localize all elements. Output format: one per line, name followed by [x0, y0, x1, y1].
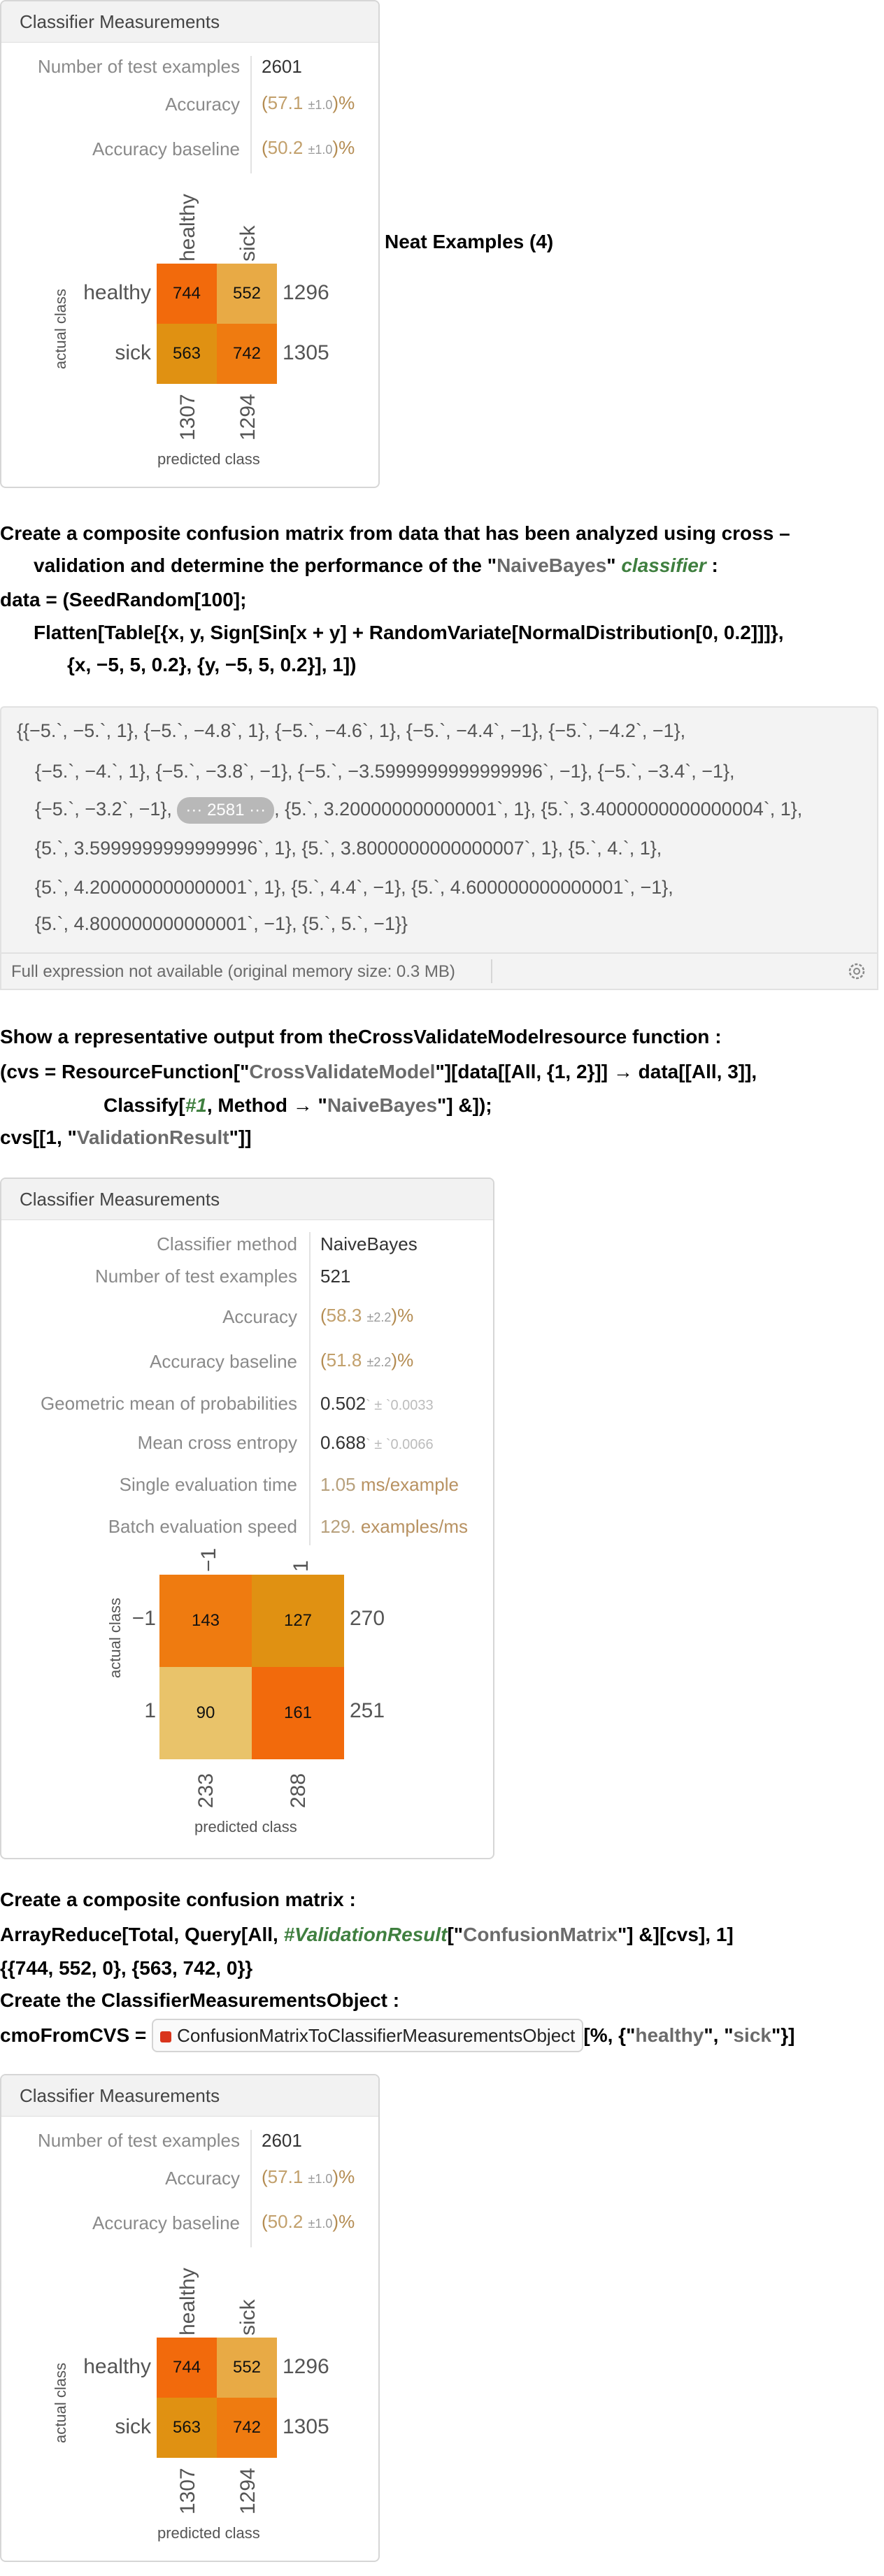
section3-text1: Create a composite confusion matrix :	[0, 1889, 356, 1910]
row-total: 1305	[283, 341, 329, 364]
single-eval-time-value	[320, 1474, 459, 1496]
paren-open: (	[262, 92, 268, 113]
output-fragment: {5.`, 3.200000000000001`, 1}, {5.`, 3.4000000000000004`, 1},	[285, 799, 803, 820]
accuracy-number: 58.3	[326, 1305, 362, 1326]
classifier-link[interactable]: classifier	[621, 554, 706, 576]
method-label: Classifier method	[157, 1233, 297, 1254]
accuracy-baseline-label: Accuracy baseline	[150, 1351, 297, 1372]
batch-eval-speed-label: Batch evaluation speed	[108, 1516, 297, 1537]
panel-title: Classifier Measurements	[1, 1, 378, 43]
code-line[interactable]: data = (SeedRandom[100];	[0, 589, 247, 610]
code-part: (cvs = ResourceFunction["	[0, 1061, 250, 1082]
divider	[491, 959, 492, 983]
memory-note: Full expression not available (original memory size: 0.3 MB)	[11, 962, 455, 981]
output-cell[interactable]	[0, 706, 878, 952]
text-part: "	[606, 554, 622, 576]
section1-text-line2	[34, 550, 718, 582]
matrix-cell: 563	[157, 2398, 217, 2458]
resource-function-button[interactable]	[152, 2019, 583, 2052]
matrix-cell: 90	[159, 1667, 252, 1759]
paren-open: (	[320, 1305, 327, 1326]
col-total: 1294	[236, 394, 259, 441]
code-part: ["	[447, 1924, 464, 1945]
geo-number: 0.502	[320, 1393, 366, 1414]
code-line[interactable]	[104, 1088, 492, 1123]
accuracy-pm: ±1.0	[308, 98, 333, 112]
code-part: cvs[[1, "	[0, 1126, 77, 1148]
row-total: 1296	[283, 281, 329, 304]
matrix-cell: 742	[217, 324, 277, 384]
accuracy-number: 57.1	[267, 92, 304, 113]
accuracy-baseline-value	[262, 137, 355, 159]
code-part: Classify[	[104, 1094, 185, 1116]
paren-open: (	[320, 1350, 327, 1371]
code-part: "][data[[All, {1, 2}]] → data[[All, 3]],	[435, 1061, 757, 1082]
col-label-healthy: healthy	[176, 2268, 199, 2335]
text-part: :	[706, 554, 718, 576]
matrix-cell: 744	[157, 264, 217, 324]
string-literal: NaiveBayes	[327, 1094, 438, 1116]
test-examples-label: Number of test examples	[37, 2130, 240, 2151]
code-part: "] &]);	[437, 1094, 492, 1116]
speed-unit: examples/ms	[360, 1516, 468, 1537]
accuracy-baseline-label: Accuracy baseline	[92, 138, 240, 159]
accuracy-value	[320, 1305, 413, 1326]
code-part: "]]	[229, 1126, 252, 1148]
baseline-pm: ±2.2	[366, 1355, 392, 1369]
cross-entropy-value	[320, 1432, 434, 1454]
x-axis-label: predicted class	[194, 1818, 297, 1836]
string-literal: sick	[733, 2024, 771, 2046]
geometric-mean-value	[320, 1393, 434, 1415]
baseline-pm: ±1.0	[308, 143, 333, 157]
section2-text: Show a representative output from theCrossValidateModelresource function :	[0, 1026, 722, 1047]
test-examples-value: 521	[320, 1266, 351, 1287]
single-eval-time-label: Single evaluation time	[119, 1474, 297, 1495]
cross-entropy-label: Mean cross entropy	[137, 1432, 297, 1453]
panel-title: Classifier Measurements	[1, 1179, 493, 1220]
matrix-cell: 552	[217, 264, 277, 324]
col-label-sick: sick	[236, 2299, 259, 2335]
code-part: [%, {"	[583, 2024, 636, 2046]
slot-symbol: #ValidationResult	[283, 1924, 448, 1945]
output-fragment: {−5.`, −3.2`, −1},	[35, 799, 172, 820]
y-axis-label: actual class	[52, 2363, 69, 2443]
code-line[interactable]	[0, 2018, 794, 2053]
col-label-healthy: healthy	[176, 194, 199, 262]
divider	[309, 1232, 311, 1545]
classifier-measurements-panel-3	[0, 2074, 380, 2562]
matrix-cell: 143	[159, 1575, 252, 1667]
matrix-cell: 742	[217, 2398, 277, 2458]
divider	[250, 2130, 252, 2247]
paren-open: (	[262, 2166, 268, 2187]
baseline-number: 50.2	[267, 137, 304, 158]
code-part: cmoFromCVS =	[0, 2024, 152, 2046]
accuracy-value	[262, 92, 355, 114]
text-part: validation and determine the performance of the "	[34, 554, 497, 576]
classifier-measurements-panel-1	[0, 0, 380, 488]
output-line: {−5.`, −4.`, 1}, {−5.`, −3.8`, −1}, {−5.`, −3.5999999999999996`, −1}, {−5.`, −3.4`, −1},	[35, 761, 735, 782]
col-total: 1307	[176, 2468, 199, 2514]
matrix-cell: 744	[157, 2338, 217, 2398]
accuracy-baseline-value	[320, 1350, 413, 1371]
speed-number: 129.	[320, 1516, 356, 1537]
paren-close: )%	[391, 1350, 414, 1371]
ce-pm: ` ± `0.0066	[366, 1437, 434, 1452]
y-axis-label: actual class	[52, 289, 69, 369]
paren-open: (	[262, 2211, 268, 2232]
code-line[interactable]	[0, 1917, 734, 1952]
code-line[interactable]: {x, −5, 5, 0.2}, {y, −5, 5, 0.2}], 1])	[67, 654, 357, 675]
matrix-cell: 127	[252, 1575, 344, 1667]
code-part: , Method → "	[206, 1094, 327, 1116]
row-total: 251	[350, 1699, 385, 1722]
paren-close: )%	[391, 1305, 414, 1326]
paren-close: )%	[332, 2166, 355, 2187]
paren-close: )%	[332, 92, 355, 113]
accuracy-label: Accuracy	[222, 1306, 297, 1327]
result-line: {{744, 552, 0}, {563, 742, 0}}	[0, 1957, 253, 1979]
output-line: {5.`, 4.200000000000001`, 1}, {5.`, 4.4`, −1}, {5.`, 4.600000000000001`, −1},	[35, 877, 673, 898]
baseline-number: 51.8	[326, 1350, 362, 1371]
x-axis-label: predicted class	[157, 2524, 260, 2542]
paren-close: )%	[332, 2211, 355, 2232]
code-part: "] &][cvs], 1]	[617, 1924, 734, 1945]
col-label-sick: sick	[236, 225, 259, 262]
row-label: 1	[144, 1699, 156, 1722]
row-total: 1305	[283, 2415, 329, 2438]
divider	[250, 56, 252, 173]
output-line: {5.`, 4.800000000000001`, −1}, {5.`, 5.`, −1}}	[35, 913, 408, 934]
paren-close: )%	[332, 137, 355, 158]
accuracy-label: Accuracy	[165, 2168, 240, 2189]
test-examples-label: Number of test examples	[37, 56, 240, 77]
row-label-sick: sick	[115, 341, 151, 364]
accuracy-label: Accuracy	[165, 94, 240, 115]
accuracy-pm: ±1.0	[308, 2172, 333, 2186]
output-footer-bar	[0, 952, 878, 990]
baseline-number: 50.2	[267, 2211, 304, 2232]
string-literal: ValidationResult	[76, 1126, 229, 1148]
geometric-mean-label: Geometric mean of probabilities	[40, 1393, 297, 1414]
ce-number: 0.688	[320, 1432, 366, 1453]
col-label: −1	[197, 1547, 220, 1572]
time-number: 1.05	[320, 1474, 356, 1495]
accuracy-baseline-label: Accuracy baseline	[92, 2212, 240, 2233]
code-part: ArrayReduce[Total, Query[All,	[0, 1924, 284, 1945]
output-line: {−5.`, −3.2`, −1}, ··· 2581 ··· , {5.`, 3.200000000000001`, 1}, {5.`, 3.4000000000000004`, 1},	[35, 797, 802, 824]
row-label-sick: sick	[115, 2415, 151, 2438]
accuracy-baseline-value	[262, 2211, 355, 2233]
row-total: 270	[350, 1607, 385, 1630]
section3-text2: Create the ClassifierMeasurementsObject :	[0, 1989, 400, 2011]
code-line[interactable]: Flatten[Table[{x, y, Sign[Sin[x + y] + RandomVariate[NormalDistribution[0, 0.2]]]},	[34, 622, 784, 643]
test-examples-value: 2601	[262, 56, 302, 77]
classifier-measurements-panel-2	[0, 1178, 494, 1859]
col-total: 1294	[236, 2468, 259, 2514]
row-label-healthy: healthy	[83, 2355, 151, 2378]
row-label-healthy: healthy	[83, 281, 151, 304]
matrix-cell: 563	[157, 324, 217, 384]
method-value: NaiveBayes	[320, 1233, 418, 1254]
col-label: 1	[290, 1560, 313, 1572]
resource-function-name: ConfusionMatrixToClassifierMeasurementsObject	[177, 2025, 576, 2046]
paren-open: (	[262, 137, 268, 158]
row-label: −1	[131, 1607, 156, 1630]
panel-title: Classifier Measurements	[1, 2075, 378, 2117]
geo-pm: ` ± `0.0033	[366, 1398, 434, 1413]
code-part: "}]	[771, 2024, 795, 2046]
col-total: 288	[287, 1773, 310, 1808]
neat-examples-heading[interactable]: Neat Examples (4)	[385, 231, 554, 252]
matrix-cell: 552	[217, 2338, 277, 2398]
settings-gear-icon[interactable]	[846, 961, 867, 982]
row-total: 1296	[283, 2355, 329, 2378]
output-line: {5.`, 3.5999999999999996`, 1}, {5.`, 3.8000000000000007`, 1}, {5.`, 4.`, 1},	[35, 838, 662, 859]
matrix-cell: 161	[252, 1667, 344, 1759]
string-literal: NaiveBayes	[497, 554, 607, 576]
output-line: {{−5.`, −5.`, 1}, {−5.`, −4.8`, 1}, {−5.`, −4.6`, 1}, {−5.`, −4.4`, −1}, {−5.`, −4.2`, −1},	[17, 720, 686, 741]
string-literal: healthy	[635, 2024, 704, 2046]
col-total: 233	[194, 1773, 218, 1808]
code-line[interactable]	[0, 1120, 252, 1155]
batch-eval-speed-value	[320, 1516, 468, 1538]
section1-text-line1: Create a composite confusion matrix from data that has been analyzed using cross –	[0, 522, 790, 544]
col-total: 1307	[176, 394, 199, 441]
accuracy-pm: ±2.2	[366, 1310, 392, 1324]
time-unit: ms/example	[360, 1474, 459, 1495]
y-axis-label: actual class	[106, 1598, 124, 1678]
accuracy-number: 57.1	[267, 2166, 304, 2187]
accuracy-value	[262, 2166, 355, 2188]
resource-function-icon	[160, 2031, 171, 2042]
test-examples-value: 2601	[262, 2130, 302, 2151]
slot-symbol: #1	[185, 1094, 207, 1116]
string-literal: CrossValidateModel	[249, 1061, 436, 1082]
test-examples-label: Number of test examples	[94, 1266, 297, 1287]
elided-items-pill[interactable]: ··· 2581 ···	[177, 797, 274, 824]
code-line[interactable]	[0, 1054, 757, 1089]
code-part: ", "	[704, 2024, 734, 2046]
string-literal: ConfusionMatrix	[463, 1924, 618, 1945]
baseline-pm: ±1.0	[308, 2217, 333, 2231]
x-axis-label: predicted class	[157, 450, 260, 468]
